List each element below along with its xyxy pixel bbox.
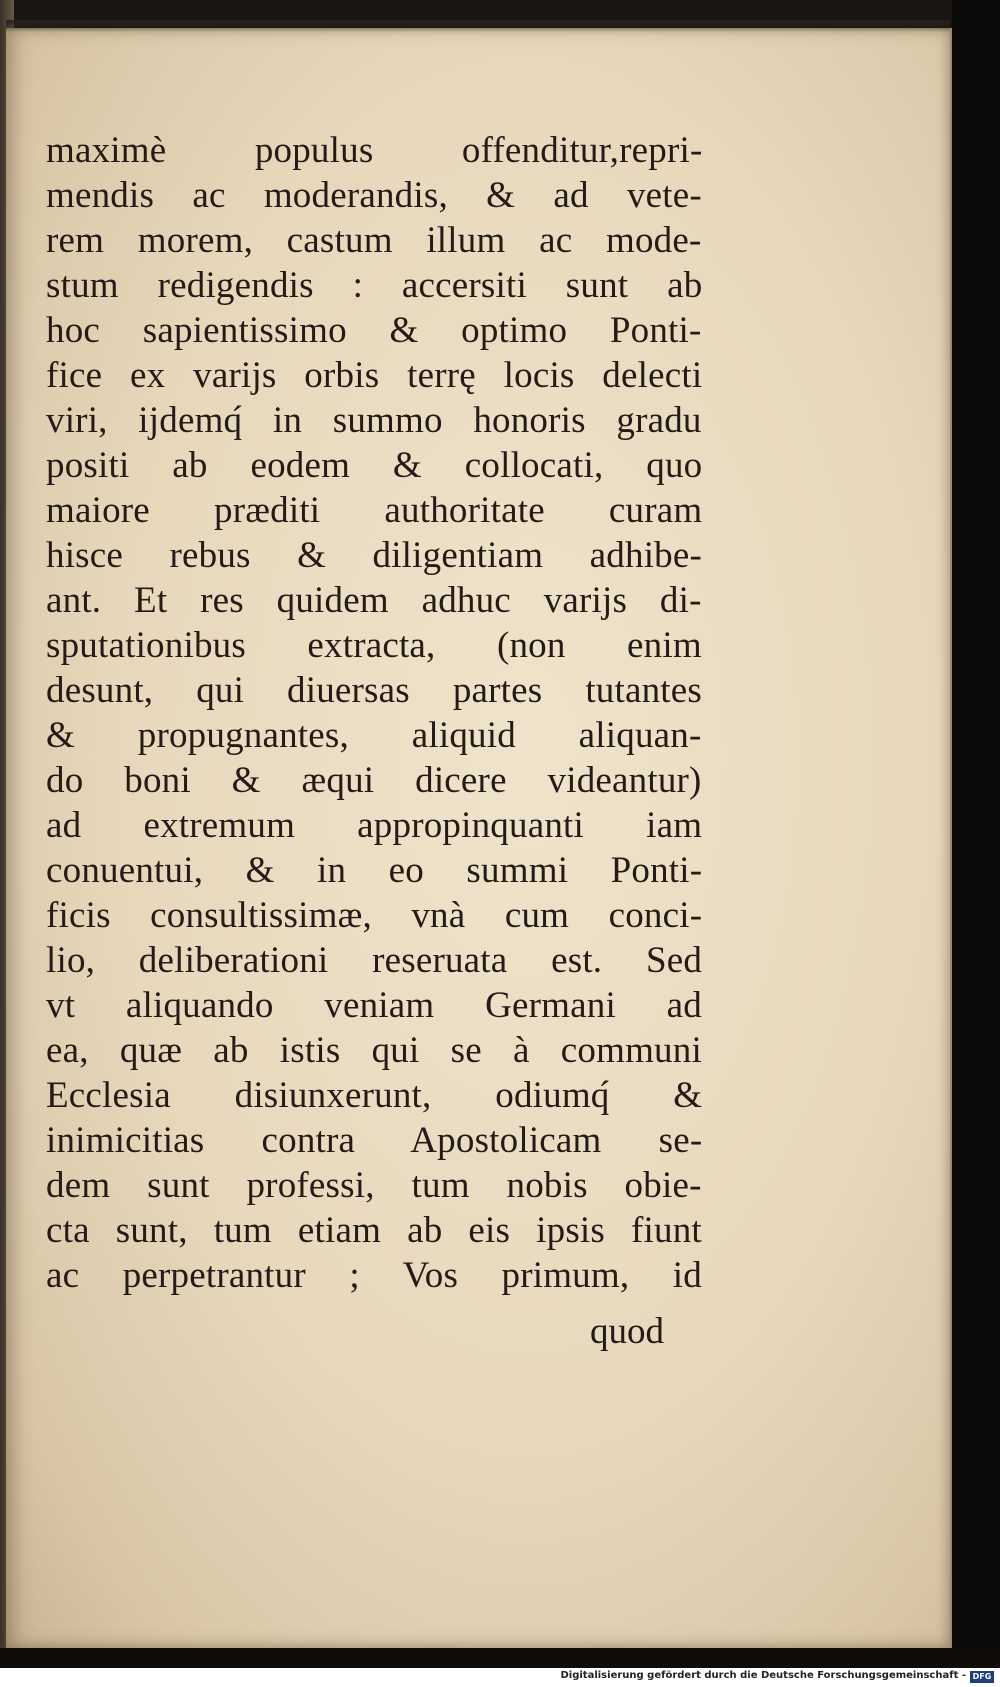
text-line: hoc sapientissimo & optimo Ponti- — [46, 310, 702, 351]
text-line: fice ex varijs orbis terrę locis delecti — [46, 355, 703, 396]
text-line: positi ab eodem & collocati, quo — [46, 445, 703, 486]
text-line: hisce rebus & diligentiam adhibe- — [46, 535, 703, 576]
text-line: ea, quæ ab istis qui se à communi — [46, 1030, 702, 1071]
text-line: maximè populus offenditur,repri- — [46, 130, 703, 171]
dfg-logo-icon: DFG — [970, 1671, 994, 1683]
text-line: vt aliquando veniam Germani ad — [46, 985, 702, 1026]
text-line: viri, ijdemq́ in summo honoris gradu — [46, 400, 702, 441]
catchword: quod — [590, 1311, 664, 1352]
text-line: ad extremum appropinquanti iam — [46, 805, 703, 846]
text-line: ant. Et res quidem adhuc varijs di- — [46, 580, 702, 621]
text-line: ac perpetrantur ; Vos primum, id — [46, 1255, 702, 1296]
text-line: lio, deliberationi reseruata est. Sed — [46, 940, 703, 981]
scan-background-bottom — [0, 1648, 1000, 1668]
text-line: dem sunt professi, tum nobis obie- — [46, 1165, 702, 1206]
text-line: inimicitias contra Apostolicam se- — [46, 1120, 703, 1161]
page-text-block — [46, 128, 702, 1298]
text-line: sputationibus extracta, (non enim — [46, 625, 702, 666]
scan-background-right — [952, 0, 1000, 1660]
text-line: Ecclesia disiunxerunt, odiumq́ & — [46, 1075, 703, 1116]
digitization-footer — [0, 1668, 1000, 1687]
text-line: cta sunt, tum etiam ab eis ipsis fiunt — [46, 1210, 702, 1251]
text-line: rem morem, castum illum ac mode- — [46, 220, 702, 261]
text-line: conuentui, & in eo summi Ponti- — [46, 850, 703, 891]
text-line: & propugnantes, aliquid aliquan- — [46, 715, 702, 756]
text-line: desunt, qui diuersas partes tutantes — [46, 670, 703, 711]
page-top-shadow — [6, 20, 950, 32]
funding-credit: Digitalisierung gefördert durch die Deutsche Forschungsgemeinschaft - — [560, 1670, 966, 1681]
text-line: ficis consultissimæ, vnà cum conci- — [46, 895, 703, 936]
text-line: maiore præditi authoritate curam — [46, 490, 703, 531]
text-line: mendis ac moderandis, & ad vete- — [46, 175, 702, 216]
text-line: stum redigendis : accersiti sunt ab — [46, 265, 703, 306]
text-line: do boni & æqui dicere videantur) — [46, 760, 702, 801]
